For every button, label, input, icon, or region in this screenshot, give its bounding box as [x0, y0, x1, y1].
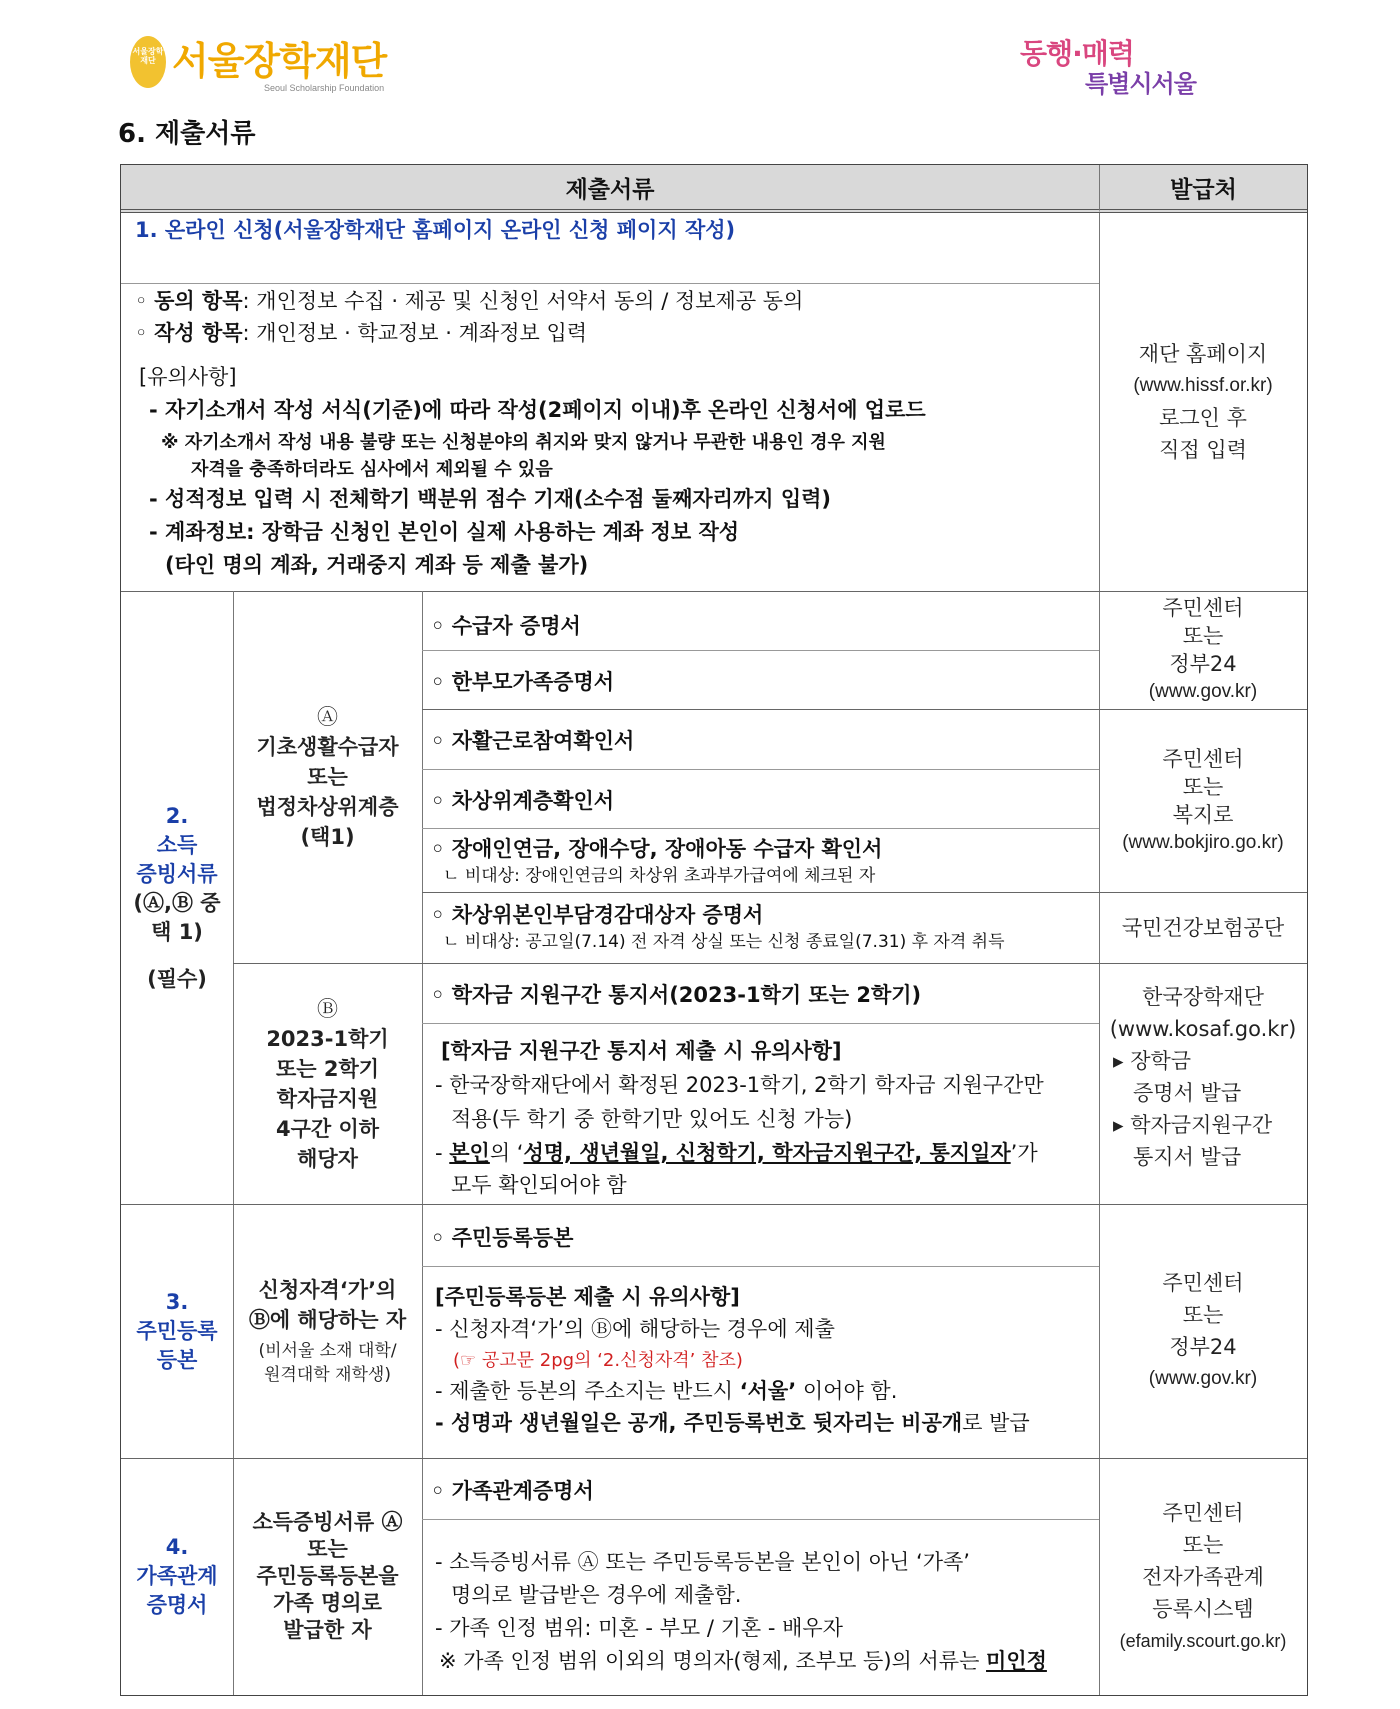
label-line: 신청자격‘가’의 — [258, 1278, 397, 1302]
s1-notice-title: [유의사항] — [139, 365, 237, 389]
divider — [422, 828, 1099, 829]
s4-label — [233, 1458, 422, 1695]
label-line: Ⓑ — [317, 996, 338, 1021]
issuer-line: 전자가족관계 — [1142, 1564, 1264, 1589]
issuer-line: 정부24 — [1169, 1335, 1237, 1359]
divider — [121, 283, 1099, 284]
foundation-english-name: Seoul Scholarship Foundation — [264, 83, 385, 93]
issuer-line: 증명서 발급 — [1133, 1081, 1242, 1105]
cat-line: (Ⓐ,Ⓑ 중 — [133, 890, 221, 915]
cat-line: 주민등록 — [136, 1318, 218, 1343]
doc-item-note: ㄴ 비대상: 공고일(7.14) 전 자격 상실 또는 신청 종료일(7.31) 후 자격 취득 — [443, 932, 1005, 952]
s3-label — [233, 1204, 422, 1458]
cat-line: 택 1) — [151, 919, 203, 944]
issuer-line: 주민센터 — [1162, 746, 1244, 771]
issuer-line: 또는 — [1182, 1532, 1224, 1557]
issuer-url: (www.gov.kr) — [1148, 681, 1258, 702]
header-issuer: 발급처 — [1099, 165, 1307, 213]
s1-title: 1. 온라인 신청(서울장학재단 홈페이지 온라인 신청 페이지 작성) — [135, 218, 736, 242]
s4-notice-2: - 가족 인정 범위: 미혼 - 부모 / 기혼 - 배우자 — [435, 1616, 843, 1640]
doc-item: ◦ 주민등록등본 — [431, 1226, 574, 1250]
s2-b-notice-2b: 모두 확인되어야 함 — [451, 1173, 627, 1197]
doc-item: ◦ 한부모가족증명서 — [431, 670, 615, 694]
cat-line: 등본 — [156, 1347, 198, 1372]
doc-item: ◦ 가족관계증명서 — [431, 1479, 594, 1503]
slogan-line1: 동행·매력 — [1020, 37, 1134, 70]
s3-notice-3: - 성명과 생년월일은 공개, 주민등록번호 뒷자리는 비공개로 발급 — [435, 1411, 1030, 1435]
divider — [422, 1023, 1099, 1024]
s2-issuer-a3 — [1099, 892, 1307, 963]
cat-line: 3. — [165, 1289, 189, 1314]
label-line: 법정차상위계층 — [256, 795, 399, 819]
doc-item: ◦ 자활근로참여확인서 — [431, 729, 635, 753]
cat-line: (필수) — [147, 966, 207, 991]
s1-input-item: ◦ 작성 항목: 개인정보 · 학교정보 · 계좌정보 입력 — [135, 321, 588, 345]
s3-category — [121, 1204, 233, 1458]
divider — [422, 769, 1099, 770]
issuer-line: 통지서 발급 — [1133, 1145, 1242, 1169]
s1-notice-3-sub: (타인 명의 계좌, 거래중지 계좌 등 제출 불가) — [165, 553, 589, 577]
label-line: 발급한 자 — [283, 1618, 372, 1642]
label-line: (비서울 소재 대학/ — [258, 1341, 397, 1361]
seoul-scholarship-logo — [130, 30, 410, 96]
label-line: 또는 2학기 — [275, 1056, 380, 1081]
s4-notice-1: - 소득증빙서류 Ⓐ 또는 주민등록등본을 본인이 아닌 ‘가족’ — [435, 1550, 970, 1574]
label-line: 또는 — [307, 1537, 348, 1561]
s2-b-notice-1: - 한국장학재단에서 확정된 2023-1학기, 2학기 학자금 지원구간만 — [435, 1073, 1044, 1097]
issuer-url: (www.bokjiro.go.kr) — [1122, 831, 1284, 853]
label-line: 2023-1학기 — [266, 1026, 389, 1051]
s3-notice-title: [주민등록등본 제출 시 유의사항] — [435, 1285, 740, 1309]
s2-category — [121, 591, 233, 1204]
issuer-line: 정부24 — [1169, 652, 1237, 676]
issuer-line: 재단 홈페이지 — [1138, 342, 1268, 366]
s2-issuer-a2 — [1099, 709, 1307, 892]
cat-line: 가족관계 — [136, 1564, 218, 1588]
label-line: Ⓐ — [317, 705, 338, 729]
header-documents: 제출서류 — [121, 165, 1099, 213]
issuer-line: 주민센터 — [1162, 1500, 1244, 1525]
issuer-line: 직접 입력 — [1159, 438, 1247, 462]
issuer-line: ▸ 장학금 — [1113, 1049, 1192, 1073]
issuer-line: 한국장학재단 — [1142, 985, 1264, 1009]
cat-line: 증빙서류 — [136, 861, 218, 886]
s3-notice-ref: (☞ 공고문 2pg의 ‘2.신청자격’ 참조) — [453, 1350, 743, 1371]
s2-issuer-b — [1099, 963, 1307, 1204]
doc-item: ◦ 차상위계층확인서 — [431, 789, 615, 813]
label-line: 원격대학 재학생) — [264, 1365, 391, 1385]
s2-b-notice-2: - 본인의 ‘성명, 생년월일, 신청학기, 학자금지원구간, 통지일자’가 — [435, 1141, 1038, 1165]
issuer-url: (efamily.scourt.go.kr) — [1119, 1630, 1287, 1651]
issuer-line: 또는 — [1182, 624, 1224, 648]
s3-notice-1: - 신청자격‘가’의 Ⓑ에 해당하는 경우에 제출 — [435, 1317, 835, 1341]
s2-issuer-a1 — [1099, 591, 1307, 709]
documents-table — [120, 164, 1308, 1696]
cat-line: 증명서 — [146, 1593, 208, 1617]
label-line: 학자금지원 — [276, 1086, 379, 1111]
issuer-line: ▸ 학자금지원구간 — [1113, 1113, 1273, 1137]
issuer-line: 또는 — [1182, 774, 1224, 799]
s2-b-notice-title: [학자금 지원구간 통지서 제출 시 유의사항] — [441, 1039, 842, 1063]
s1-notice-1-sub2: 자격을 충족하더라도 심사에서 제외될 수 있음 — [191, 459, 553, 480]
doc-item-note: ㄴ 비대상: 장애인연금의 차상위 초과부가급여에 체크된 자 — [443, 866, 876, 886]
foundation-name: 서울장학재단 — [172, 39, 387, 83]
issuer-line: 로그인 후 — [1159, 406, 1247, 430]
s2-b-label — [233, 963, 422, 1204]
s1-notice-3: - 계좌정보: 장학금 신청인 본인이 실제 사용하는 계좌 정보 작성 — [149, 520, 740, 544]
section-title: 6. 제출서류 — [118, 119, 256, 149]
s4-notice-1b: 명의로 발급받은 경우에 제출함. — [451, 1583, 742, 1607]
issuer-line: 등록시스템 — [1152, 1596, 1254, 1621]
s1-issuer — [1099, 213, 1307, 591]
foundation-seal-icon: 서울장학재단 — [130, 36, 166, 88]
divider — [422, 650, 1099, 651]
s1-notice-1-sub: ※ 자기소개서 작성 내용 불량 또는 신청분야의 취지와 맞지 않거나 무관한 내용인 경우 지원 — [161, 432, 886, 453]
s1-notice-1: - 자기소개서 작성 서식(기준)에 따라 작성(2페이지 이내)후 온라인 신청서에 업로드 — [149, 398, 926, 422]
label-line: 소득증빙서류 Ⓐ — [252, 1510, 403, 1534]
doc-item: ◦ 차상위본인부담경감대상자 증명서 — [431, 903, 764, 927]
issuer-line: 국민건강보험공단 — [1121, 915, 1285, 940]
issuer-line: 복지로 — [1172, 802, 1234, 827]
divider — [422, 1519, 1099, 1520]
s2-b-notice-1b: 적용(두 학기 중 한학기만 있어도 신청 가능) — [451, 1107, 853, 1131]
label-line: 4구간 이하 — [275, 1116, 380, 1141]
divider — [422, 591, 423, 1695]
s2-a-label — [233, 591, 422, 963]
seoul-city-slogan-logo — [1020, 32, 1196, 98]
label-line: 기초생활수급자 — [256, 735, 399, 759]
s3-issuer — [1099, 1204, 1307, 1458]
s3-notice-2: - 제출한 등본의 주소지는 반드시 ‘서울’ 이어야 함. — [435, 1379, 898, 1403]
cat-line: 2. — [165, 803, 189, 828]
s4-issuer — [1099, 1458, 1307, 1695]
slogan-line2: 특별시서울 — [1085, 70, 1196, 98]
doc-item: ◦ 학자금 지원구간 통지서(2023-1학기 또는 2학기) — [431, 983, 922, 1007]
cat-line: 4. — [165, 1535, 189, 1559]
cat-line: 소득 — [156, 832, 198, 857]
label-line: (택1) — [300, 825, 355, 849]
s1-consent-item: ◦ 동의 항목: 개인정보 수집 · 제공 및 신청인 서약서 동의 / 정보제공 동의 — [135, 289, 804, 313]
label-line: 주민등록등본을 — [256, 1564, 399, 1588]
s1-notice-2: - 성적정보 입력 시 전체학기 백분위 점수 기재(소수점 둘째자리까지 입력) — [149, 487, 832, 511]
label-line: 또는 — [307, 765, 348, 789]
issuer-line: 주민센터 — [1162, 596, 1244, 620]
issuer-url: (www.kosaf.go.kr) — [1109, 1017, 1297, 1041]
s4-category — [121, 1458, 233, 1695]
label-line: 해당자 — [297, 1146, 358, 1171]
issuer-line: 또는 — [1182, 1303, 1224, 1327]
issuer-url: (www.gov.kr) — [1148, 1368, 1258, 1389]
divider — [422, 1266, 1099, 1267]
doc-item: ◦ 장애인연금, 장애수당, 장애아동 수급자 확인서 — [431, 837, 883, 861]
s4-notice-3: ※ 가족 인정 범위 이외의 명의자(형제, 조부모 등)의 서류는 미인정 — [439, 1649, 1047, 1673]
label-line: 가족 명의로 — [273, 1591, 382, 1615]
label-line: Ⓑ에 해당하는 자 — [248, 1308, 407, 1332]
doc-item: ◦ 수급자 증명서 — [431, 614, 581, 638]
issuer-url: (www.hissf.or.kr) — [1133, 375, 1273, 396]
issuer-line: 주민센터 — [1162, 1271, 1244, 1295]
